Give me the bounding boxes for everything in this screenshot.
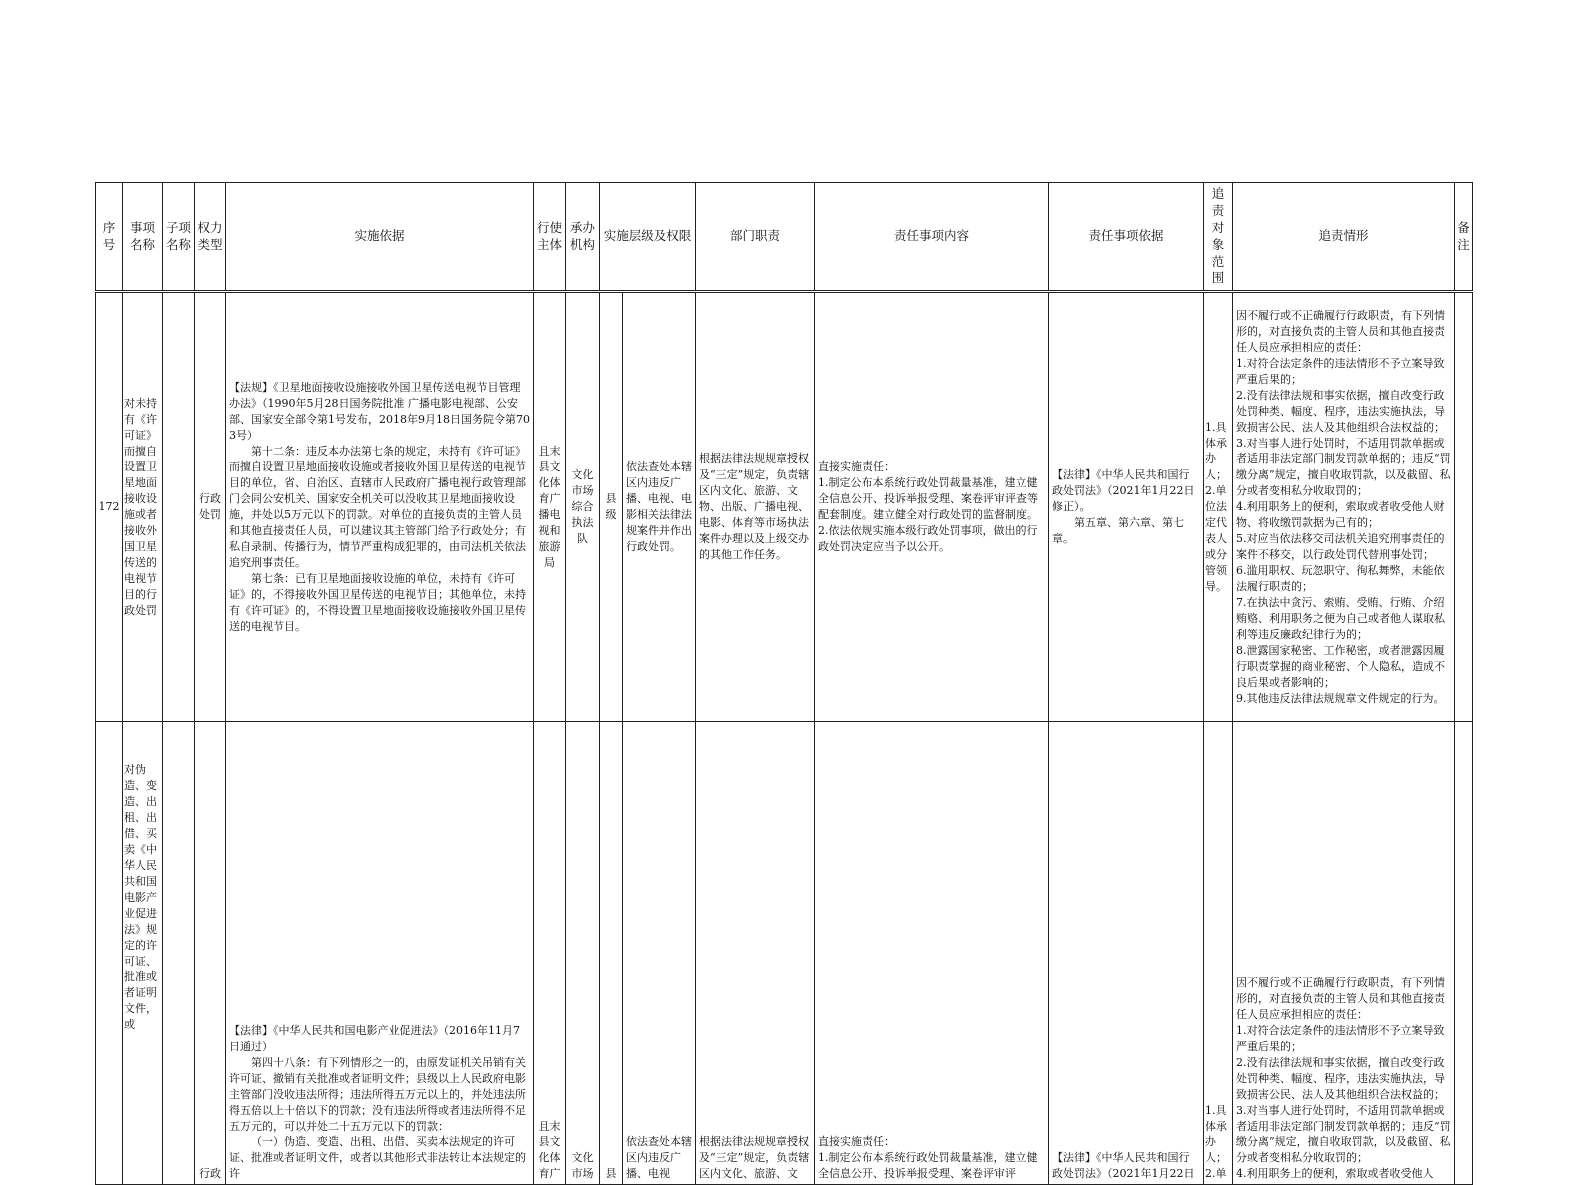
cell-subject: 且末县文化体育广 xyxy=(534,722,566,1185)
cell-scope: 1.具体承办人；2.单位法定代表人或分管领导。 xyxy=(1204,292,1233,722)
header-resp-basis: 责任事项依据 xyxy=(1049,183,1204,292)
header-item-name: 事项名称 xyxy=(123,183,163,292)
situation-line: 2.没有法律法规和事实依据，擅自改变行政处罚种类、幅度、程序，违法实施执法，导致损害公民、法人及其他组织合法权益的； xyxy=(1236,388,1446,434)
cell-seq: 172 xyxy=(96,292,123,722)
situation-line: 3.对当事人进行处罚时，不适用罚款单据或者适用非法定部门制发罚款单据的；违反“罚缴分离”规定，擅自收取罚款，以及截留、私分或者变相私分收取罚的； xyxy=(1236,1103,1451,1165)
cell-scope: 1.具体承办人；2.单 xyxy=(1204,722,1233,1185)
cell-basis xyxy=(226,722,534,1185)
resp-line: 1.制定公布本系统行政处罚裁量基准，建立健全信息公开、投诉举报受理、案卷评审评查等配套制度。建立健全对行政处罚的监督制度。 xyxy=(818,476,1039,522)
resp-line: 直接实施责任： xyxy=(818,1135,896,1149)
cell-level: 县 xyxy=(600,722,623,1185)
cell-subject: 且末县文化体育广播电视和旅游局 xyxy=(534,292,566,722)
cell-resp-content xyxy=(815,722,1049,1185)
cell-item-name: 对未持有《许可证》而擅自设置卫星地面接收设施或者接收外国卫星传送的电视节目的行政处罚 xyxy=(123,292,163,722)
situation-line: 3.对当事人进行处罚时，不适用罚款单据或者适用非法定部门制发罚款单据的；违反“罚缴分离”规定，擅自收取罚款，以及截留、私分或者变相私分收取罚的； xyxy=(1236,436,1451,498)
table-row xyxy=(96,722,1473,1185)
cell-remark xyxy=(1455,722,1473,1185)
situation-line: 9.其他违反法律法规规章文件规定的行为。 xyxy=(1236,691,1445,705)
table-row xyxy=(96,292,1473,722)
basis-paragraph: 第四十八条：有下列情形之一的，由原发证机关吊销有关许可证、撤销有关批准或者证明文件；县级以上人民政府电影主管部门没收违法所得；违法所得五万元以上的，并处违法所得五倍以上十倍以下的罚款；没有违法所得或者违法所得不足五万元的，可以并处二十五万元以下的罚款： xyxy=(229,1055,526,1133)
cell-level: 县级 xyxy=(600,292,623,722)
resp-basis-line: 【法律】《中华人民共和国行政处罚法》（2021年1月22日 xyxy=(1052,1151,1195,1181)
header-basis: 实施依据 xyxy=(226,183,534,292)
basis-paragraph: （一）伪造、变造、出租、出借、买卖本法规定的许可证、批准或者证明文件，或者以其他形式非法转让本法规定的许 xyxy=(229,1135,526,1181)
situation-line: 6.滥用职权、玩忽职守、徇私舞弊，未能依法履行职责的； xyxy=(1236,564,1445,593)
cell-level-authority: 依法查处本辖区内违反广播、电视 xyxy=(623,722,696,1185)
header-situations: 追责情形 xyxy=(1233,183,1455,292)
header-seq: 序号 xyxy=(96,183,123,292)
header-sub-item: 子项名称 xyxy=(163,183,195,292)
situation-line: 因不履行或不正确履行行政职责，有下列情形的，对直接负责的主管人员和其他直接责任人员应承担相应的责任： xyxy=(1236,976,1446,1021)
header-power-type: 权力类型 xyxy=(195,183,226,292)
basis-paragraph: 【法规】《卫星地面接收设施接收外国卫星传送电视节目管理办法》（1990年5月28日国务院批准 广播电影电视部、公安部、国家安全部令第1号发布，2018年9月18日国务院令第703号） xyxy=(229,380,530,442)
header-subject: 行使主体 xyxy=(534,183,566,292)
cell-resp-basis xyxy=(1049,292,1204,722)
situation-line: 5.对应当依法移交司法机关追究刑事责任的案件不移交，以行政处罚代替刑事处罚； xyxy=(1236,532,1445,562)
cell-agency: 文化市场 xyxy=(566,722,600,1185)
power-list-table xyxy=(95,182,1473,1185)
authority-table-sheet xyxy=(95,182,1472,1181)
resp-basis-line: 第五章、第六章、第七章。 xyxy=(1052,516,1185,546)
cell-power-type: 行政 xyxy=(195,722,226,1185)
header-row xyxy=(96,183,1473,292)
cell-situations xyxy=(1233,292,1455,722)
cell-sub-item xyxy=(163,292,195,722)
basis-paragraph: 第七条：已有卫星地面接收设施的单位，未持有《许可证》的，不得接收外国卫星传送的电视节目；其他单位，未持有《许可证》的，不得设置卫星地面接收设施接收外国卫星传送的电视节目。 xyxy=(229,572,526,633)
header-scope: 追责对象范围 xyxy=(1204,183,1233,292)
cell-duty: 根据法律法规规章授权及“三定”规定，负责辖区内文化、旅游、文物、出版、广播电视、电影、体育等市场执法案件办理以及上级交办的其他工作任务。 xyxy=(696,292,815,722)
basis-paragraph: 第十二条：违反本办法第七条的规定，未持有《许可证》而擅自设置卫星地面接收设施或者接收外国卫星传送的电视节目的单位，省、自治区、直辖市人民政府广播电视行政管理部门会同公安机关、国家安全机关可以没收其卫星地面接收设施，并处以5万元以下的罚款。对单位的直接负责的主管人员和其他直接责任人员，可以建议其主管部门给予行政处分；有私自录制、传播行为，情节严重构成犯罪的，由司法机关依法追究刑事责任。 xyxy=(229,444,526,570)
cell-resp-basis xyxy=(1049,722,1204,1185)
header-remark: 备注 xyxy=(1455,183,1473,292)
situation-line: 4.利用职务上的便利，索取或者收受他人 xyxy=(1236,1167,1434,1181)
resp-basis-line: 【法律】《中华人民共和国行政处罚法》（2021年1月22日修正）。 xyxy=(1052,468,1195,514)
header-resp-content: 责任事项内容 xyxy=(815,183,1049,292)
situation-line: 因不履行或不正确履行行政职责，有下列情形的，对直接负责的主管人员和其他直接责任人员应承担相应的责任： xyxy=(1236,309,1446,354)
cell-level-authority: 依法查处本辖区内违反广播、电视、电影相关法律法规案件并作出行政处罚。 xyxy=(623,292,696,722)
situation-line: 8.泄露国家秘密、工作秘密，或者泄露因履行职责掌握的商业秘密、个人隐私，造成不良后果或者影响的； xyxy=(1236,643,1446,689)
cell-sub-item xyxy=(163,722,195,1185)
cell-item-name: 对伪造、变造、出租、出借、买卖《中华人民共和国电影产业促进法》规定的许可证、批准或者证明文件，或 xyxy=(123,722,163,1185)
cell-basis xyxy=(226,292,534,722)
resp-line: 1.制定公布本系统行政处罚裁量基准，建立健全信息公开、投诉举报受理、案卷评审评 xyxy=(818,1151,1038,1181)
header-level: 实施层级及权限 xyxy=(600,183,696,292)
cell-seq xyxy=(96,722,123,1185)
resp-line: 2.依法依规实施本级行政处罚事项，做出的行政处罚决定应当予以公开。 xyxy=(818,524,1038,554)
header-duty: 部门职责 xyxy=(696,183,815,292)
situation-line: 1.对符合法定条件的违法情形不予立案导致严重后果的； xyxy=(1236,356,1445,386)
situation-line: 1.对符合法定条件的违法情形不予立案导致严重后果的； xyxy=(1236,1023,1445,1053)
cell-agency: 文化市场综合执法队 xyxy=(566,292,600,722)
resp-line: 直接实施责任： xyxy=(818,460,896,474)
cell-duty: 根据法律法规规章授权及“三定”规定，负责辖区内文化、旅游、文 xyxy=(696,722,815,1185)
situation-line: 2.没有法律法规和事实依据，擅自改变行政处罚种类、幅度、程序，违法实施执法，导致损害公民、法人及其他组织合法权益的； xyxy=(1236,1055,1446,1101)
cell-resp-content xyxy=(815,292,1049,722)
header-agency: 承办机构 xyxy=(566,183,600,292)
situation-line: 7.在执法中贪污、索贿、受贿、行贿、介绍贿赂、利用职务之便为自己或者他人谋取私利等违反廉政纪律行为的； xyxy=(1236,595,1446,641)
basis-paragraph: 【法律】《中华人民共和国电影产业促进法》（2016年11月7日通过） xyxy=(229,1023,520,1053)
cell-power-type: 行政处罚 xyxy=(195,292,226,722)
cell-situations xyxy=(1233,722,1455,1185)
cell-remark xyxy=(1455,292,1473,722)
situation-line: 4.利用职务上的便利，索取或者收受他人财物、将收缴罚款据为己有的； xyxy=(1236,500,1445,530)
